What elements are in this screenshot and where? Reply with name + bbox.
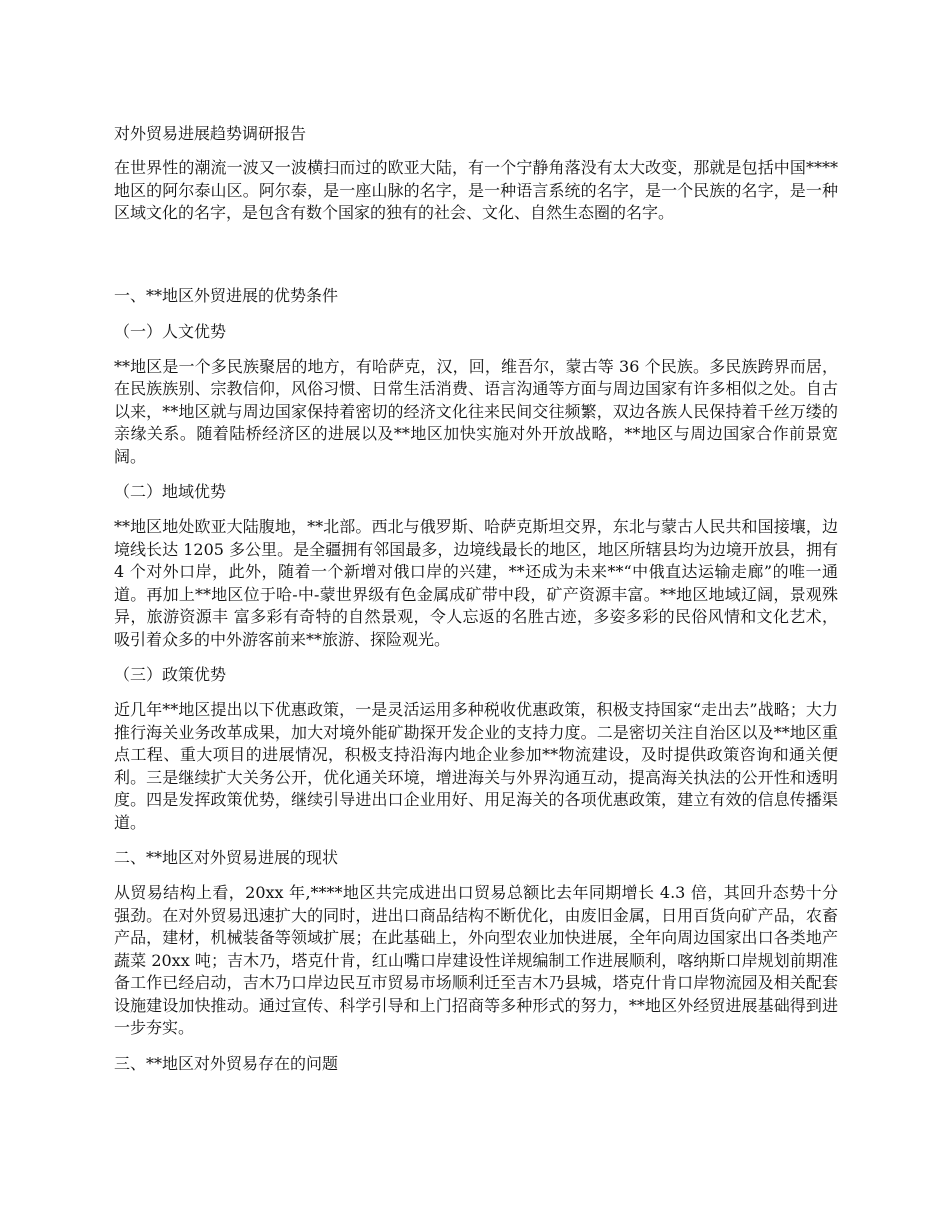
section2-body: 从贸易结构上看，20xx 年,****地区共完成进出口贸易总额比去年同期增长 4.3 倍，其回升态势十分强劲。在对外贸易迅速扩大的同时，进出口商品结构不断优化，由废旧金属，日用百货向矿产品，农畜产品，建材，机械装备等领域扩展；在此基础上，外向型农业加快进展，全年向周边国家出口各类地产蔬菜 20xx 吨；吉木乃，塔克什肯，红山嘴口岸建设性详规编制工作进展顺利，喀纳斯口岸规划前期准备工作已经启动，吉木乃口岸边民互市贸易市场顺利迁至吉木乃县城，塔克什肯口岸物流园及相关配套设施建设加快推动。通过宣传、科学引导和上门招商等多种形式的努力，**地区外经贸进展基础得到进一步夯实。	[114, 883, 838, 1037]
document-title: 对外贸易进展趋势调研报告	[114, 124, 307, 143]
section1-sub3-body: 近几年**地区提出以下优惠政策，一是灵活运用多种税收优惠政策，积极支持国家“走出去”战略；大力推行海关业务改革成果，加大对境外能矿勘探开发企业的支持力度。二是密切关注自治区以及**地区重点工程、重大项目的进展情况，积极支持沿海内地企业参加**物流建设，及时提供政策咨询和通关便利。三是继续扩大关务公开，优化通关环境，增进海关与外界沟通互动，提高海关执法的公开性和透明度。四是发挥政策优势，继续引导进出口企业用好、用足海关的各项优惠政策，建立有效的信息传播渠道。	[114, 700, 838, 832]
spacer	[114, 225, 838, 285]
section2-heading: 二、**地区对外贸易进展的现状	[114, 848, 339, 867]
section1-sub2-body: **地区地处欧亚大陆腹地，**北部。西北与俄罗斯、哈萨克斯坦交界，东北与蒙古人民共和国接壤，边境线长达 1205 多公里。是全疆拥有邻国最多，边境线最长的地区，地区所辖县均为边境开放县，拥有 4 个对外口岸，此外，随着一个新增对俄口岸的兴建，**还成为未来**“中俄直达运输走廊”的唯一通道。再加上**地区位于哈-中-蒙世界级有色金属成矿带中段，矿产资源丰富。**地区地域辽阔，景观殊异，旅游资源丰 富多彩有奇特的自然景观，令人忘返的名胜古迹，多姿多彩的民俗风情和文化艺术，吸引着众多的中外游客前来**旅游、探险观光。	[114, 517, 838, 649]
section1-sub2-heading: （二）地域优势	[114, 482, 227, 501]
section1-heading: 一、**地区外贸进展的优势条件	[114, 285, 339, 305]
document-page	[114, 123, 838, 1075]
intro-paragraph: 在世界性的潮流一波又一波横扫而过的欧亚大陆，有一个宁静角落没有太大改变，那就是包括中国****地区的阿尔泰山区。阿尔泰，是一座山脉的名字，是一种语言系统的名字，是一个民族的名字，是一种区域文化的名字，是包含有数个国家的独有的社会、文化、自然生态圈的名字。	[114, 158, 838, 222]
section1-sub3-heading: （三）政策优势	[114, 665, 227, 684]
section3-heading: 三、**地区对外贸易存在的问题	[114, 1053, 339, 1073]
section1-sub1-heading: （一）人文优势	[114, 321, 227, 341]
section1-sub1-body: **地区是一个多民族聚居的地方，有哈萨克，汉，回，维吾尔，蒙古等 36 个民族。多民族跨界而居，在民族族别、宗教信仰，风俗习惯、日常生活消费、语言沟通等方面与周边国家有许多相似之处。自古以来，**地区就与周边国家保持着密切的经济文化往来民间交往频繁，双边各族人民保持着千丝万缕的亲缘关系。随着陆桥经济区的进展以及**地区加快实施对外开放战略，**地区与周边国家合作前景宽阔。	[114, 356, 838, 466]
